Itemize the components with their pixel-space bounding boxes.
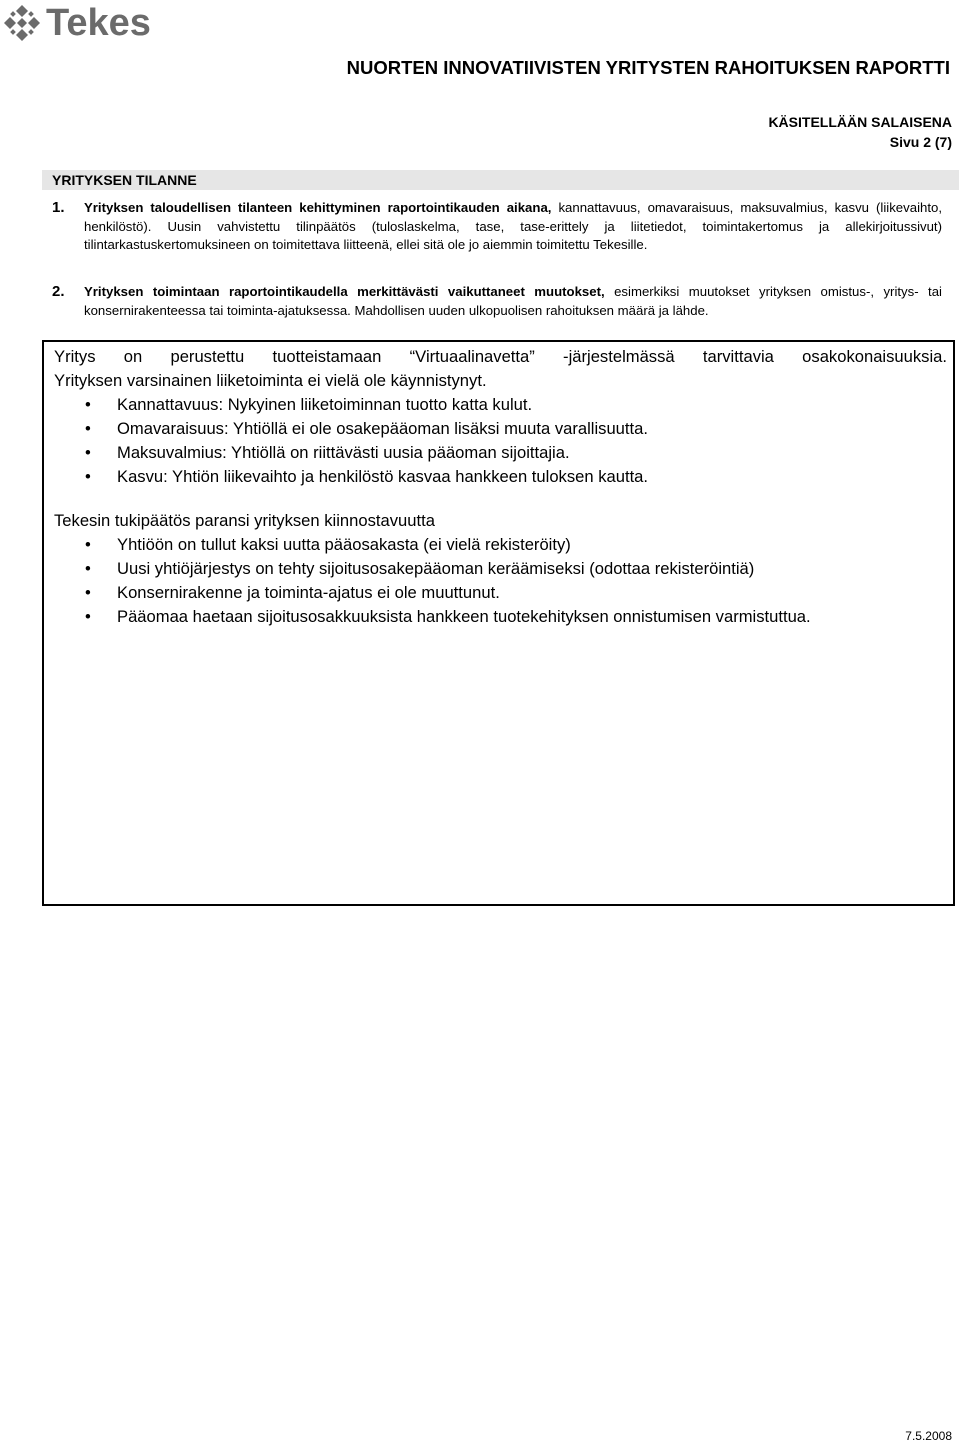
- list-item-text: Pääomaa haetaan sijoitusosakkuuksista hankkeen tuotekehityksen onnistumisen varmistuttua.: [117, 607, 811, 626]
- answer-para-1-line-2: Yrityksen varsinainen liiketoiminta ei vielä ole käynnistynyt.: [54, 371, 487, 390]
- page-number: Sivu 2 (7): [889, 134, 952, 150]
- tekes-logo: [2, 2, 151, 44]
- confidentiality-label: KÄSITELLÄÄN SALAISENA: [768, 114, 952, 130]
- list-item: [54, 581, 947, 605]
- question-1-bold: Yrityksen taloudellisen tilanteen kehittyminen raportointikauden aikana,: [84, 200, 552, 215]
- question-1-body: kannattavuus, omavaraisuus, maksuvalmius, kasvu (liikevaihto, henkilöstö). Uusin vahvistettu tilinpäätös (tuloslaskelma, tase, tase-erittely ja liitetiedot, toimintakertomus ja allekirjoitussivut) tilintarkastuskertomuksineen on toimitettava liitteenä, ellei sitä ole jo aiemmin toimitettu Tekesille.: [84, 200, 942, 252]
- logo-wordmark: Tekes: [46, 2, 151, 44]
- bullet-icon: •: [85, 443, 91, 462]
- footer-date: 7.5.2008: [905, 1429, 952, 1443]
- bullet-icon: •: [85, 467, 91, 486]
- list-item: [54, 465, 947, 489]
- section-title: YRITYKSEN TILANNE: [52, 172, 197, 188]
- list-item-text: Kannattavuus: Nykyinen liiketoiminnan tuotto katta kulut.: [117, 395, 533, 414]
- list-item-text: Maksuvalmius: Yhtiöllä on riittävästi uusia pääoman sijoittajia.: [117, 443, 570, 462]
- question-2-number: 2.: [52, 283, 65, 300]
- list-item: [54, 417, 947, 441]
- question-2-text: [84, 283, 942, 320]
- bullet-icon: •: [85, 607, 91, 626]
- list-item-text: Kasvu: Yhtiön liikevaihto ja henkilöstö kasvaa hankkeen tuloksen kautta.: [117, 467, 649, 486]
- list-item-text: Omavaraisuus: Yhtiöllä ei ole osakepääoman lisäksi muuta varallisuutta.: [117, 419, 648, 438]
- bullet-icon: •: [85, 559, 91, 578]
- list-item-text: Yhtiöön on tullut kaksi uutta pääosakasta (ei vielä rekisteröity): [117, 535, 571, 554]
- question-2-bold: Yrityksen toimintaan raportointikaudella merkittävästi vaikuttaneet muutokset,: [84, 284, 605, 299]
- list-item-text: Konsernirakenne ja toiminta-ajatus ei ole muuttunut.: [117, 583, 500, 602]
- answer-box[interactable]: [42, 340, 955, 906]
- list-item: [54, 441, 947, 465]
- list-item: [54, 533, 947, 557]
- list-item: [54, 557, 947, 581]
- list-item-text: Uusi yhtiöjärjestys on tehty sijoitusosakepääoman keräämiseksi (odottaa rekisteröintiä): [117, 559, 755, 578]
- bullet-icon: •: [85, 419, 91, 438]
- answer-bullet-list-1: [54, 393, 947, 489]
- question-1-text: [84, 199, 942, 255]
- answer-para-2: Tekesin tukipäätös paransi yrityksen kiinnostavuutta: [54, 511, 435, 530]
- answer-para-1-line-1: Yritys on perustettu tuotteistamaan “Virtuaalinavetta” -järjestelmässä tarvittavia osakokonaisuuksia.: [54, 347, 947, 366]
- bullet-icon: •: [85, 395, 91, 414]
- tekes-logo-icon: [2, 3, 42, 43]
- answer-bullet-list-2: [54, 533, 947, 629]
- answer-content: [54, 345, 947, 629]
- question-1-number: 1.: [52, 199, 65, 216]
- list-item: [54, 605, 947, 629]
- bullet-icon: •: [85, 583, 91, 602]
- bullet-icon: •: [85, 535, 91, 554]
- list-item: [54, 393, 947, 417]
- paragraph-gap: [54, 489, 947, 509]
- document-title: NUORTEN INNOVATIIVISTEN YRITYSTEN RAHOITUKSEN RAPORTTI: [346, 57, 950, 78]
- question-2-body: esimerkiksi muutokset yrityksen omistus-, yritys- tai konsernirakenteessa tai toiminta-ajatuksessa. Mahdollisen uuden ulkopuolisen rahoituksen määrä ja lähde.: [84, 284, 942, 318]
